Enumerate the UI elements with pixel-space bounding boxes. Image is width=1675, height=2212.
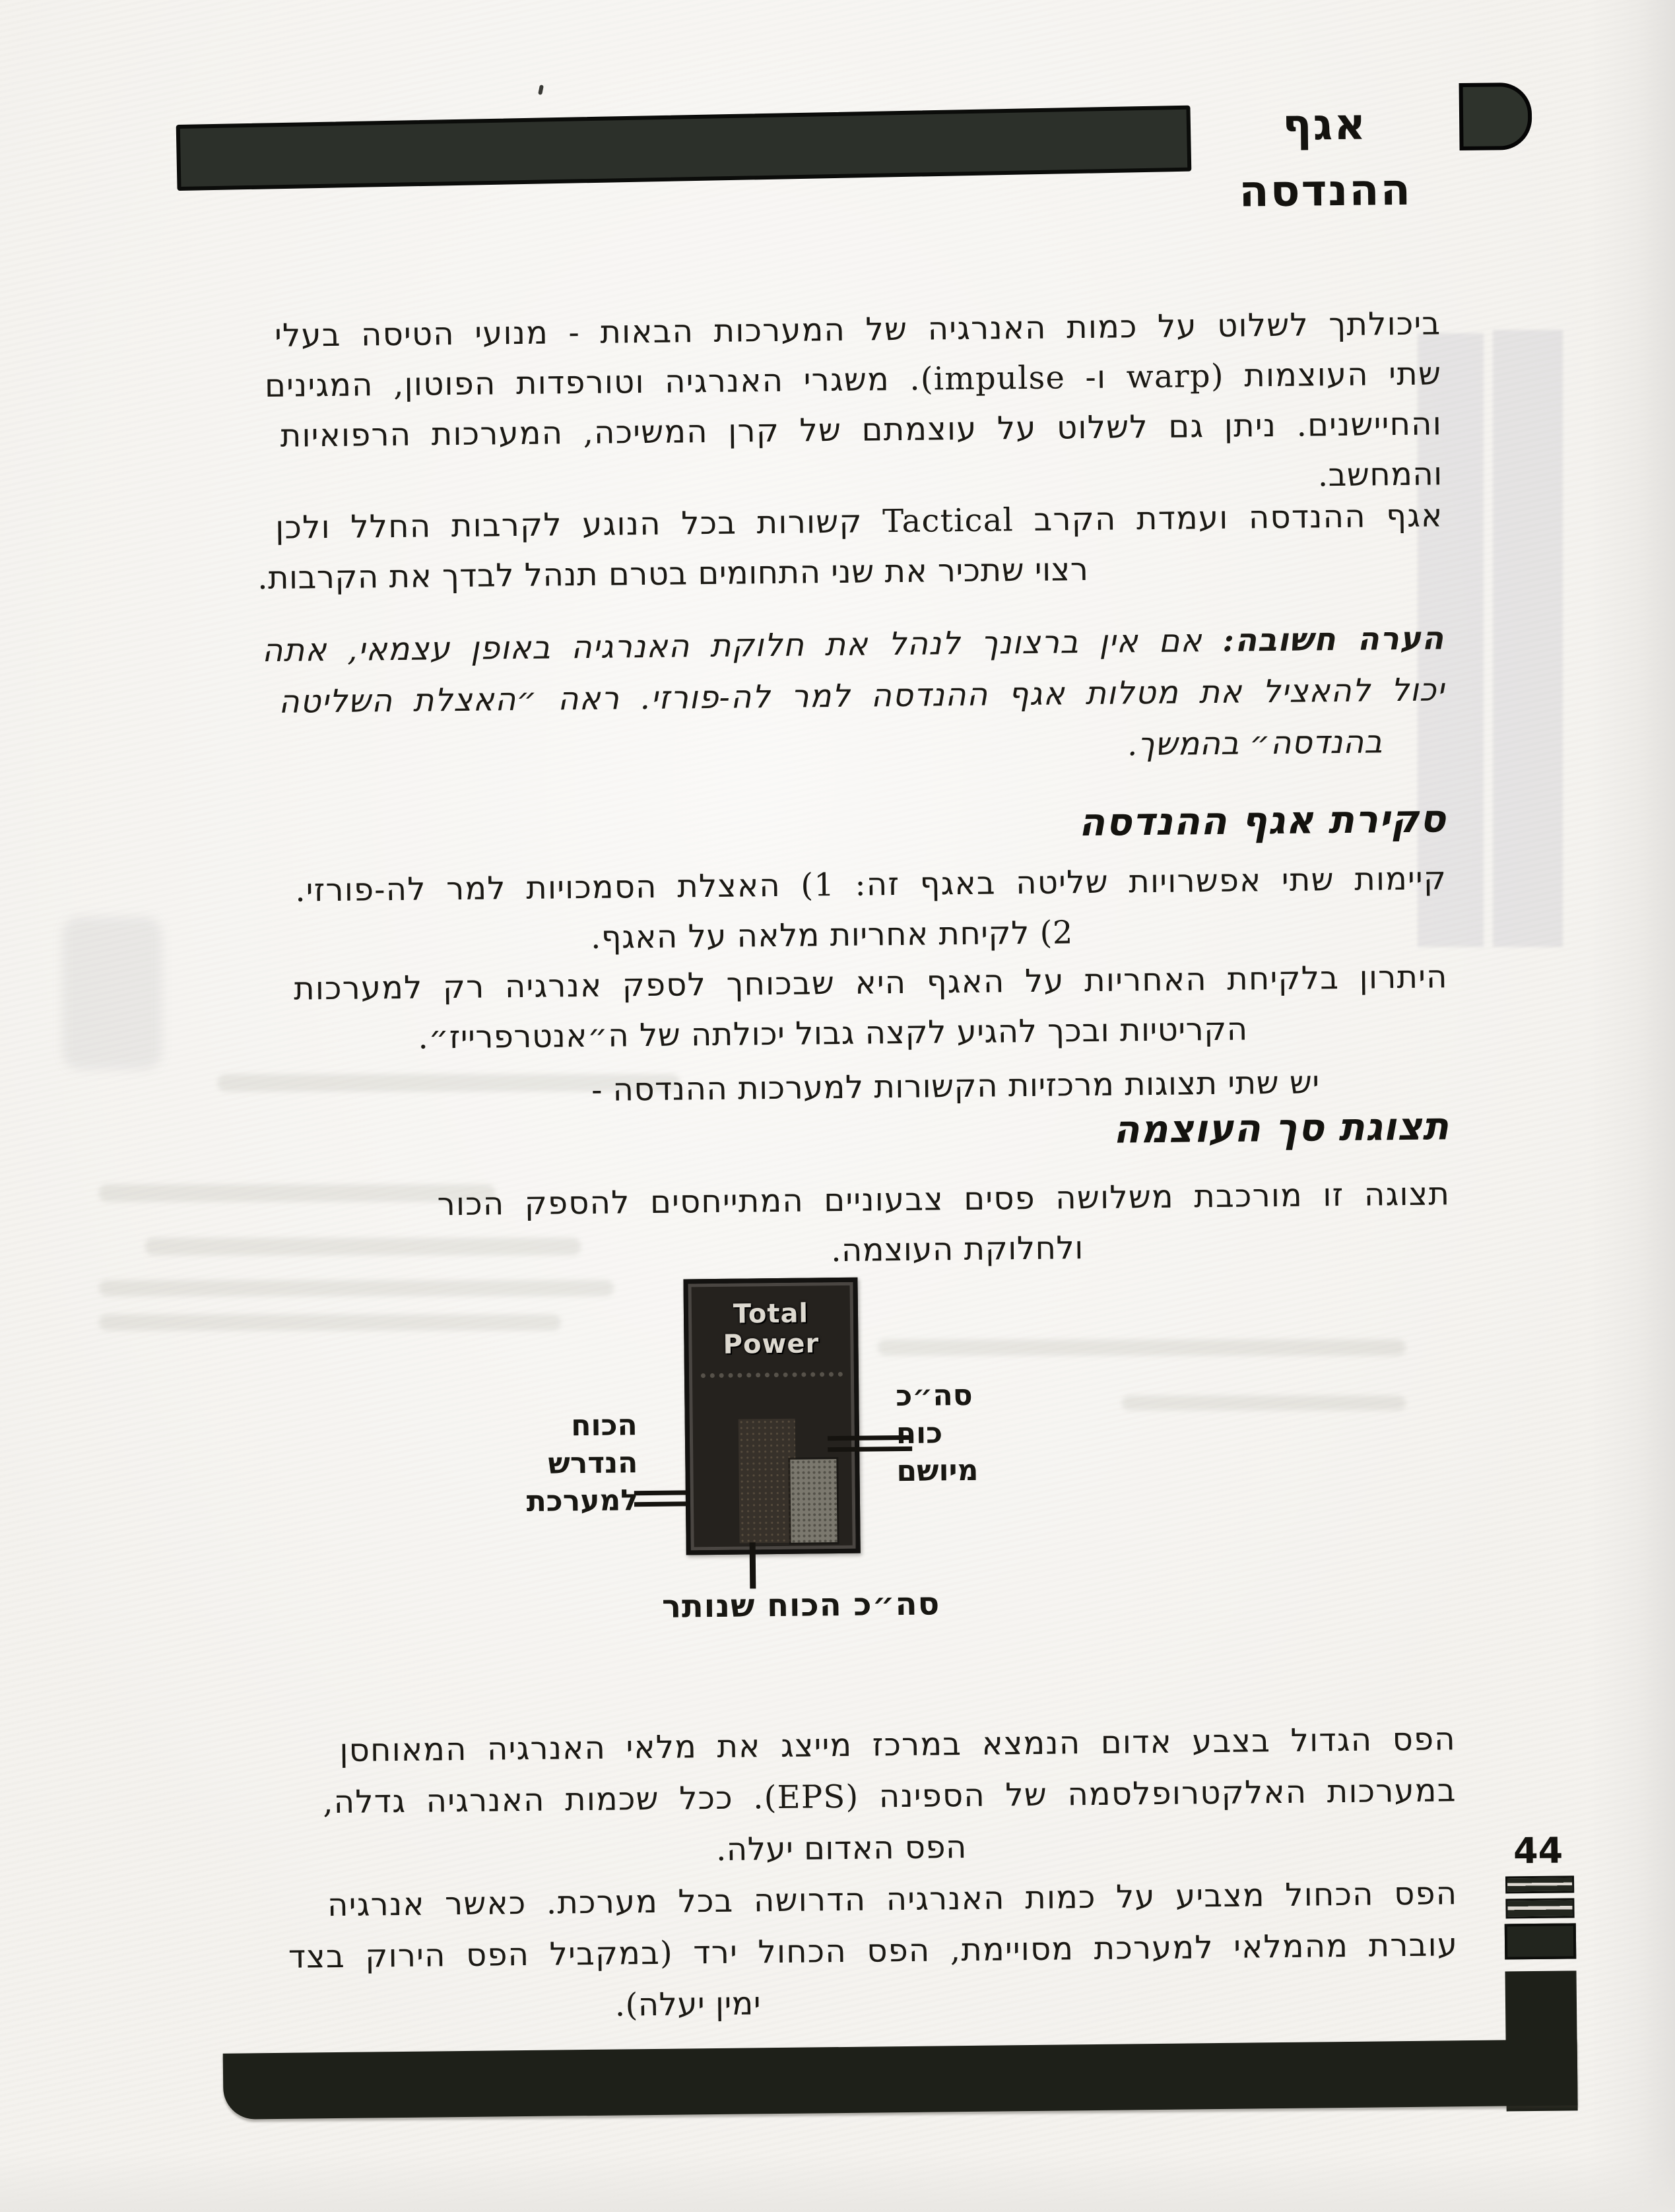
body-line: והחיישנים. ניתן גם לשלוט על עוצמתם של קרן המשיכה, המערכות הרפואיות: [280, 405, 1443, 455]
page-title: אגף ההנדסה: [1238, 98, 1412, 217]
figure-label-line: כוח: [896, 1416, 943, 1451]
figure-label-required-power: [459, 1406, 638, 1521]
body-line: יכול להאציל את מטלות אגף ההנדסה למר לה-פורזי. ראה ״האצלת השליטה: [278, 671, 1445, 721]
paragraph-red-bar: [224, 1713, 1457, 1881]
important-note: [213, 612, 1445, 780]
body-line: הפס הכחול מצביע על כמות האנרגיה הדרושה בכל מערכת. כאשר אנרגיה: [327, 1875, 1458, 1924]
note-text: אם אין ברצונך לנהל את חלוקת האנרגיה באופן עצמאי, אתה: [261, 622, 1203, 670]
figure-label-line: סה״כ: [896, 1378, 973, 1414]
panel-separator-dotted: [700, 1372, 842, 1378]
note-label: הערה חשובה:: [1222, 620, 1445, 659]
callout-tick-bottom: [750, 1542, 756, 1588]
footer-bar-3: [1505, 1923, 1577, 1959]
figure-label-line: הכוח: [571, 1408, 638, 1443]
figure-label-line: הנדרש: [548, 1446, 638, 1481]
body-line: ביכולתך לשלוט על כמות האנרגיה של המערכות הבאות - מנועי הטיסה בעלי: [274, 305, 1441, 354]
callout-tick-left: [634, 1490, 687, 1507]
paragraph-advantage: [216, 952, 1448, 1065]
paragraph-blue-bar: [226, 1868, 1459, 2035]
paragraph-tactical-link: [212, 490, 1443, 604]
body-line: יש שתי תצוגות מרכזיות הקשורות למערכות ההנדסה -: [591, 1064, 1320, 1109]
paragraph-display-description: [219, 1169, 1451, 1282]
panel-title: Total Power: [723, 1298, 820, 1360]
text-column: [207, 0, 1461, 2212]
paragraph-control-options: [216, 853, 1447, 967]
section-heading-engineering-overview: סקירת אגף ההנדסה: [1078, 796, 1447, 845]
body-line: שתי העוצמות (warp ו- impulse). משגרי האנרגיה וטורפדות הפוטון, המגינים: [264, 355, 1442, 405]
body-line: במערכות האלקטרופלסמה של הספינה (EPS). ככל שכמות האנרגיה גדלה,: [322, 1772, 1457, 1821]
d-shape-icon: [1459, 82, 1532, 150]
footer-bar-1: [1505, 1875, 1574, 1893]
body-line: הפס הגדול בצבע אדום הנמצא במרכז מייצג את מלאי האנרגיה המאוחסן: [339, 1720, 1457, 1769]
figure-label-line: למערכת: [526, 1483, 639, 1518]
body-line: היתרון בלקיחת האחריות על האגף היא שבכוחך לספק אנרגיה רק למערכות: [293, 958, 1448, 1008]
body-line: תצוגה זו מורכבת משלושה פסים צבעוניים המתייחסים להספק הכור: [437, 1175, 1451, 1223]
page-number: 44: [1513, 1829, 1563, 1872]
body-line: ימין יעלה).: [614, 1985, 762, 2024]
paragraph-flight-systems: [210, 298, 1443, 512]
footer-bar-2: [1505, 1898, 1574, 1918]
body-line: קיימות שתי אפשרויות שליטה באגף זה: 1) האצלת הסמכויות למר לה-פורזי.: [294, 860, 1447, 909]
body-line: רצוי שתכיר את שני התחומים בטרם תנהל לבדך את הקרבות.: [257, 550, 1089, 597]
body-line: הפס האדום יעלה.: [715, 1829, 968, 1868]
figure-caption-remaining-power: סה״כ הכוח שנותר: [661, 1585, 940, 1625]
body-line: 2) לקיחת אחריות מלאה על האגף.: [590, 914, 1074, 956]
total-power-panel-image: [683, 1278, 860, 1555]
body-line: והמחשב.: [1317, 455, 1443, 494]
figure-label-applied-power: [896, 1375, 1095, 1490]
energy-reserve-bar: [739, 1419, 797, 1544]
body-line: הקריטיות ובכך להגיע לקצה גבול יכולתה של ה״אנטרפרייז״.: [418, 1010, 1248, 1057]
body-line: ולחלוקת העוצמה.: [830, 1229, 1084, 1270]
body-line: אגף ההנדסה ועמדת הקרב Tactical קשורות בכל הנוגע לקרבות החלל ולכן: [275, 497, 1443, 546]
figure-label-line: מיושם: [896, 1453, 979, 1489]
applied-power-bar: [790, 1459, 837, 1543]
body-line: בהנדסה״ בהמשך.: [1127, 723, 1383, 764]
section-heading-total-power-display: תצוגת סך העוצמה: [1113, 1103, 1450, 1152]
body-line: עוברת מהמלאי למערכת מסויימת, הפס הכחול ירד (במקביל הפס הירוק בצד: [288, 1926, 1459, 1976]
